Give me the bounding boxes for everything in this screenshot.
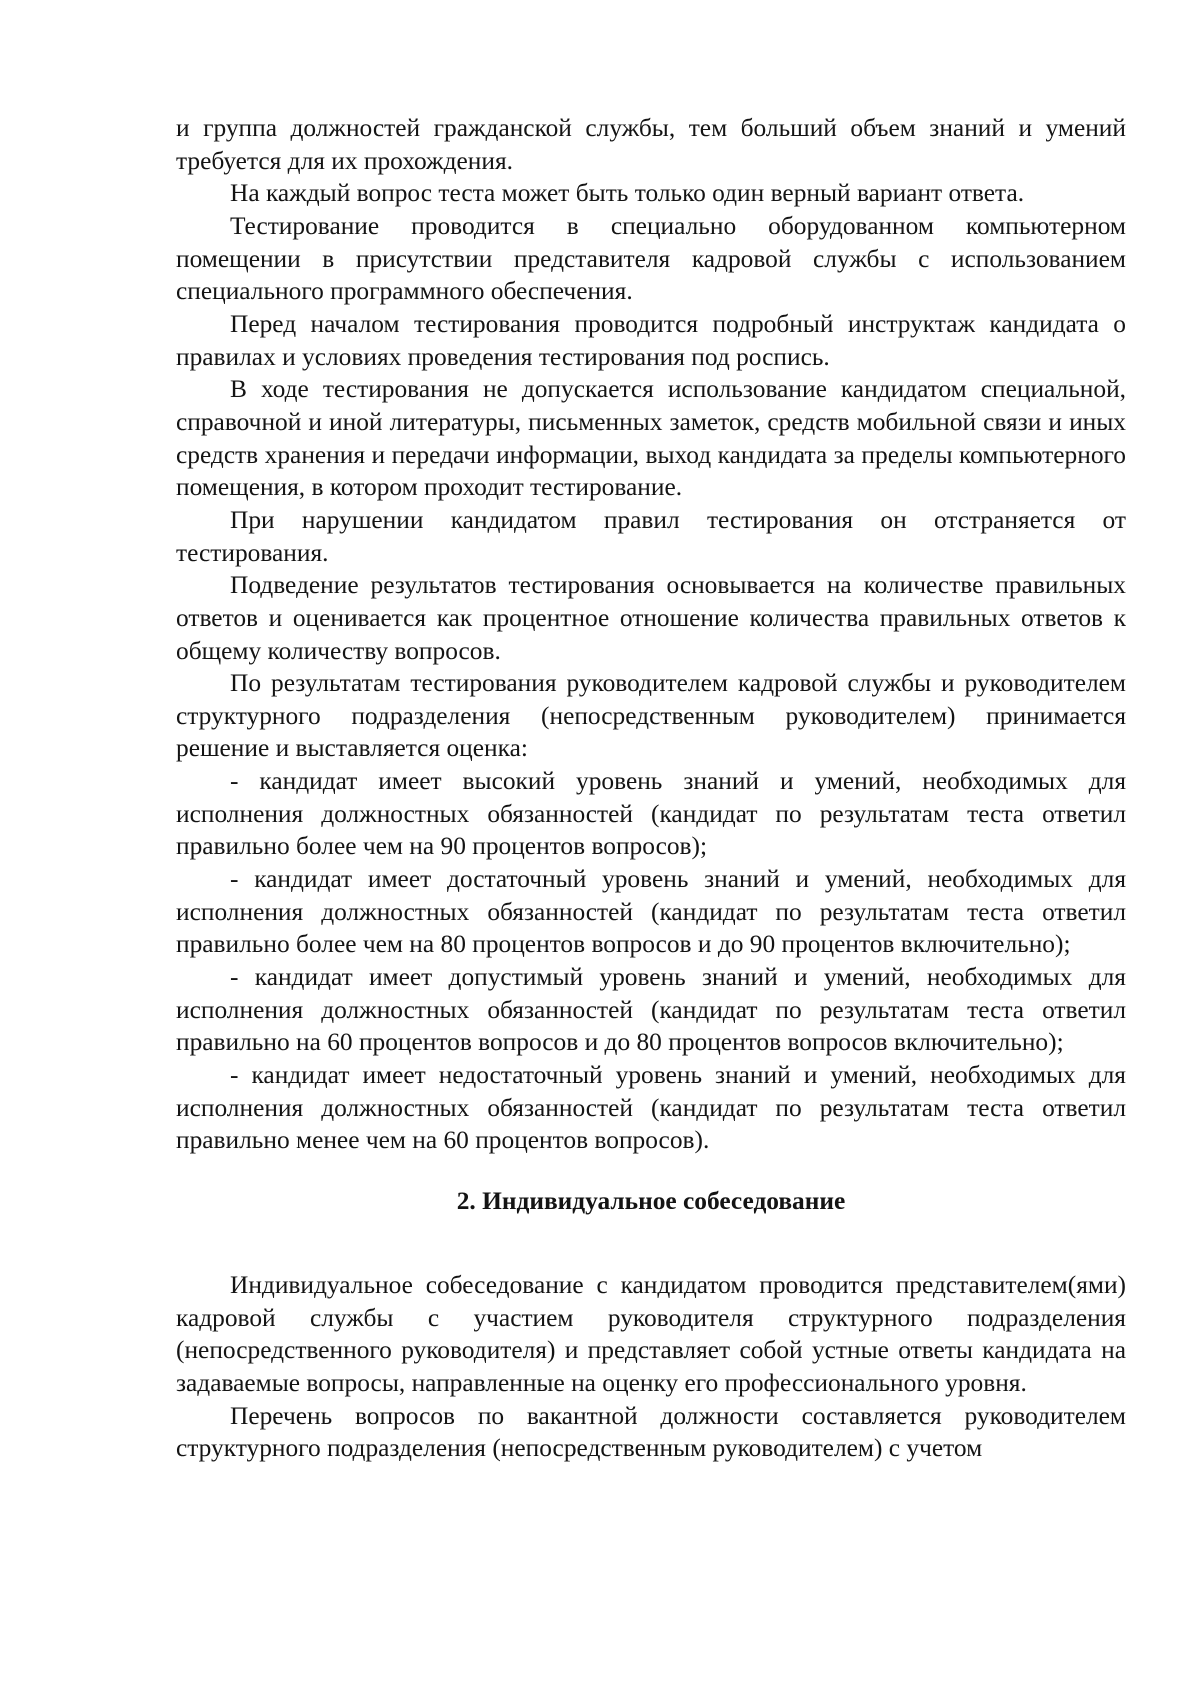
list-item-acceptable-level: - кандидат имеет допустимый уровень знаний и умений, необходимых для исполнения должностных обязанностей (кандидат по результатам теста ответил правильно на 60 процентов вопросов и до 80 процентов вопросов включительно); <box>176 963 1126 1057</box>
paragraph-prohibitions: В ходе тестирования не допускается использование кандидатом специальной, справочной и иной литературы, письменных заметок, средств мобильной связи и иных средств хранения и передачи информации, выход кандидата за пределы компьютерного помещения, в котором проходит тестирование. <box>176 375 1126 502</box>
paragraph-violation: При нарушении кандидатом правил тестирования он отстраняется от тестирования. <box>176 505 1126 567</box>
document-page <box>176 112 1126 1465</box>
paragraph-interview: Индивидуальное собеседование с кандидатом проводится представителем(ями) кадровой службы с участием руководителя структурного подразделения (непосредственного руководителя) и представляет собой устные ответы кандидата на задаваемые вопросы, направленные на оценку его профессионального уровня. <box>176 1271 1126 1397</box>
paragraph-results-summary: Подведение результатов тестирования основывается на количестве правильных ответов и оценивается как процентное отношение количества правильных ответов к общему количеству вопросов. <box>176 571 1126 665</box>
paragraph-question-list: Перечень вопросов по вакантной должности составляется руководителем структурного подразделения (непосредственным руководителем) с учетом <box>176 1401 1126 1463</box>
paragraph-one-correct-answer: На каждый вопрос теста может быть только один верный вариант ответа. <box>230 179 1025 208</box>
list-item-sufficient-level: - кандидат имеет достаточный уровень знаний и умений, необходимых для исполнения должностных обязанностей (кандидат по результатам теста ответил правильно более чем на 80 процентов вопросов и до 90 процентов включительно); <box>176 865 1126 959</box>
paragraph-continuation: и группа должностей гражданской службы, тем больший объем знаний и умений требуется для их прохождения. <box>176 114 1126 175</box>
section-heading: 2. Индивидуальное собеседование <box>456 1187 846 1215</box>
list-item-high-level: - кандидат имеет высокий уровень знаний и умений, необходимых для исполнения должностных обязанностей (кандидат по результатам теста ответил правильно более чем на 90 процентов вопросов); <box>176 767 1126 861</box>
paragraph-assessment-decision: По результатам тестирования руководителем кадровой службы и руководителем структурного подразделения (непосредственным руководителем) принимается решение и выставляется оценка: <box>176 669 1126 763</box>
list-item-insufficient-level: - кандидат имеет недостаточный уровень знаний и умений, необходимых для исполнения должностных обязанностей (кандидат по результатам теста ответил правильно менее чем на 60 процентов вопросов). <box>176 1061 1126 1155</box>
paragraph-instruction: Перед началом тестирования проводится подробный инструктаж кандидата о правилах и условиях проведения тестирования под роспись. <box>176 309 1126 371</box>
paragraph-testing-room: Тестирование проводится в специально оборудованном компьютерном помещении в присутствии представителя кадровой службы с использованием специального программного обеспечения. <box>176 211 1126 306</box>
